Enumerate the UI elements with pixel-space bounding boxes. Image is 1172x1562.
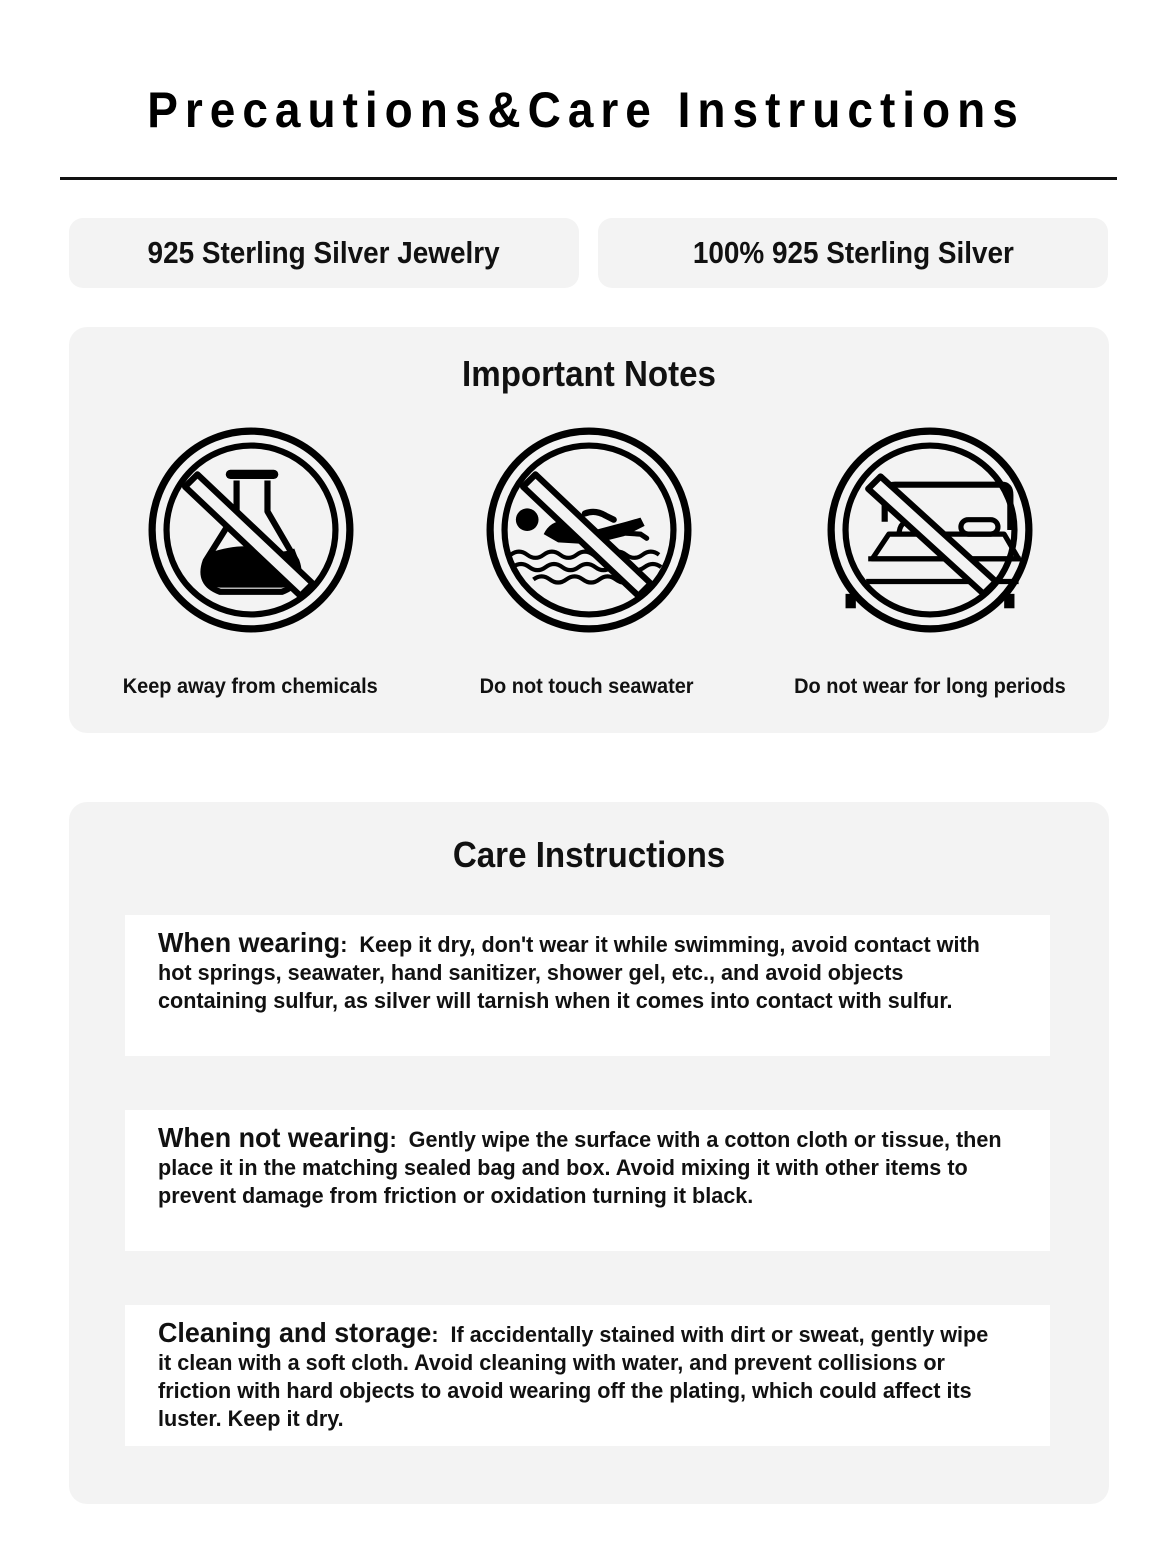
material-tag-purity xyxy=(598,218,1108,288)
care-card-lead: When wearing xyxy=(158,927,341,958)
care-card-text: Cleaning and storage: If accidentally stained with dirt or sweat, gently wipe it clean with a soft cloth. Avoid cleaning with water, and prevent collisions or friction with hard objects to avoid wearing off the plating, which could affect its luster. Keep it dry. xyxy=(158,1317,989,1431)
page-title: Precautions&Care Instructions xyxy=(147,82,1025,138)
care-card-lead: Cleaning and storage xyxy=(158,1317,432,1348)
care-card-text: When not wearing: Gently wipe the surface with a cotton cloth or tissue, then place it in the matching sealed bag and box. Avoid mixing it with other items to prevent damage from friction or oxidation turning it black. xyxy=(158,1122,1002,1208)
care-card-when-wearing xyxy=(125,915,1050,1056)
care-card-cleaning-storage xyxy=(125,1305,1050,1446)
care-card-lead: When not wearing xyxy=(158,1122,390,1153)
important-notes-panel xyxy=(69,327,1109,733)
care-card-body: Gently wipe the surface with a cotton cloth or tissue, then place it in the matching sealed bag and box. Avoid mixing it with other items to prevent damage from friction or oxidation turning it black. xyxy=(158,1127,1002,1208)
care-card-body: Keep it dry, don't wear it while swimming, avoid contact with hot springs, seawater, hand sanitizer, shower gel, etc., and avoid objects containing sulfur, as silver will tarnish when it comes into contact with sulfur. xyxy=(158,932,980,1013)
no-swimming-icon xyxy=(486,427,692,633)
care-instructions-title: Care Instructions xyxy=(452,834,726,875)
no-bed-icon xyxy=(827,427,1033,633)
title-divider xyxy=(60,177,1117,180)
material-tag-label: 925 Sterling Silver Jewelry xyxy=(147,235,501,270)
note-caption-seawater: Do not touch seawater xyxy=(480,675,694,698)
note-caption-chemicals: Keep away from chemicals xyxy=(122,675,378,698)
care-card-when-not-wearing xyxy=(125,1110,1050,1251)
note-caption-long-wear: Do not wear for long periods xyxy=(794,675,1066,698)
material-tag-jewelry xyxy=(69,218,579,288)
care-card-body: If accidentally stained with dirt or sweat, gently wipe it clean with a soft cloth. Avoid cleaning with water, and prevent collisions or friction with hard objects to avoid wearing off the plating, which could affect its luster. Keep it dry. xyxy=(158,1322,989,1431)
material-tag-label: 100% 925 Sterling Silver xyxy=(692,235,1014,270)
important-notes-title: Important Notes xyxy=(462,353,716,394)
care-instructions-panel xyxy=(69,802,1109,1504)
no-chemicals-icon xyxy=(148,427,354,633)
care-card-text: When wearing: Keep it dry, don't wear it while swimming, avoid contact with hot springs, seawater, hand sanitizer, shower gel, etc., and avoid objects containing sulfur, as silver will tarnish when it comes into contact with sulfur. xyxy=(158,927,980,1013)
